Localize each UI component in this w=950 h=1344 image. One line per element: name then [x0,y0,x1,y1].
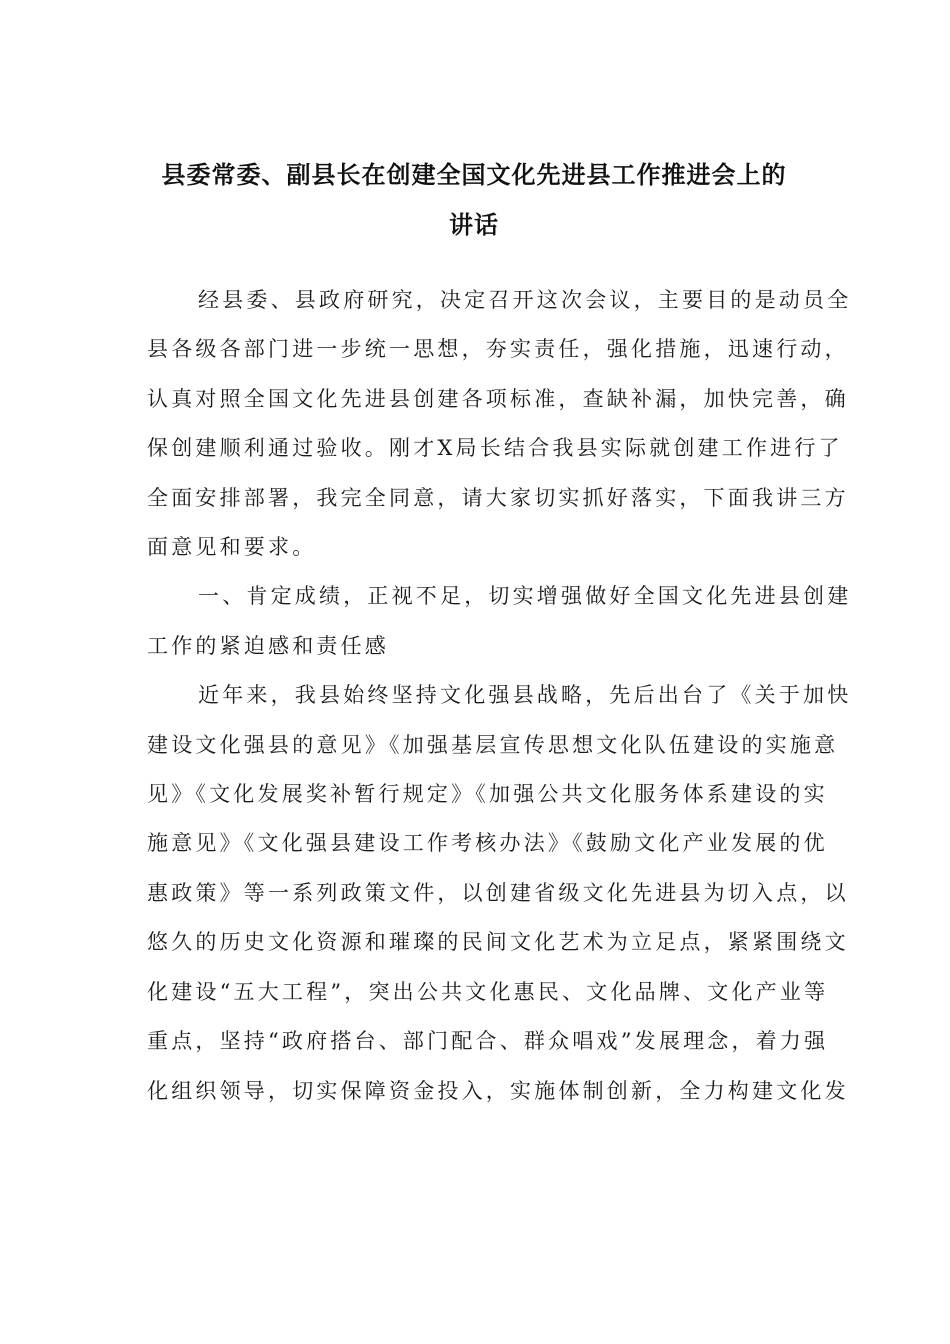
text-line: 悠久的历史文化资源和璀璨的民间文化艺术为立足点，紧紧围绕文 [147,930,849,955]
text-line: 惠政策》等一系列政策文件，以创建省级文化先进县为切入点，以 [147,880,849,905]
text-line: 化组织领导，切实保障资金投入，实施体制创新，全力构建文化发 [147,1078,849,1103]
text-line: 重点，坚持“政府搭台、部门配合、群众唱戏”发展理念，着力强 [147,1029,829,1054]
paragraph-intro [147,276,852,572]
title-line-1: 县委常委、副县长在创建全国文化先进县工作推进会上的 [161,161,787,189]
document-title [135,150,813,250]
text-line: 施意见》《文化强县建设工作考核办法》《鼓励文化产业发展的优 [147,831,828,856]
text-line: 化建设“五大工程”，突出公共文化惠民、文化品牌、文化产业等 [147,979,829,1004]
text-line: 近年来，我县始终坚持文化强县战略，先后出台了《关于加快 [198,683,852,708]
text-line: 建设文化强县的意见》《加强基层宣传思想文化队伍建设的实施意 [147,732,839,757]
paragraph-achievements [147,671,852,1116]
section-heading-1 [147,572,852,671]
text-line: 见》《文化发展奖补暂行规定》《加强公共文化服务体系建设的实 [147,782,828,807]
text-line: 全面安排部署，我完全同意，请大家切实抓好落实，下面我讲三方 [147,485,849,510]
text-line: 县各级各部门进一步统一思想，夯实责任，强化措施，迅速行动， [147,337,849,362]
text-line: 经县委、县政府研究，决定召开这次会议，主要目的是动员全 [198,288,852,312]
text-line: 面意见和要求。 [147,535,317,560]
title-line-2: 讲话 [449,211,499,239]
text-line: 保创建顺利通过验收。刚才X局长结合我县实际就创建工作进行了 [147,436,843,461]
text-line: 工作的紧迫感和责任感 [147,633,389,658]
document-body [147,276,852,1116]
text-line: 认真对照全国文化先进县创建各项标准，查缺补漏，加快完善，确 [147,386,849,411]
document-page [147,150,852,1116]
text-line: 一、肯定成绩，正视不足，切实增强做好全国文化先进县创建 [198,584,852,609]
